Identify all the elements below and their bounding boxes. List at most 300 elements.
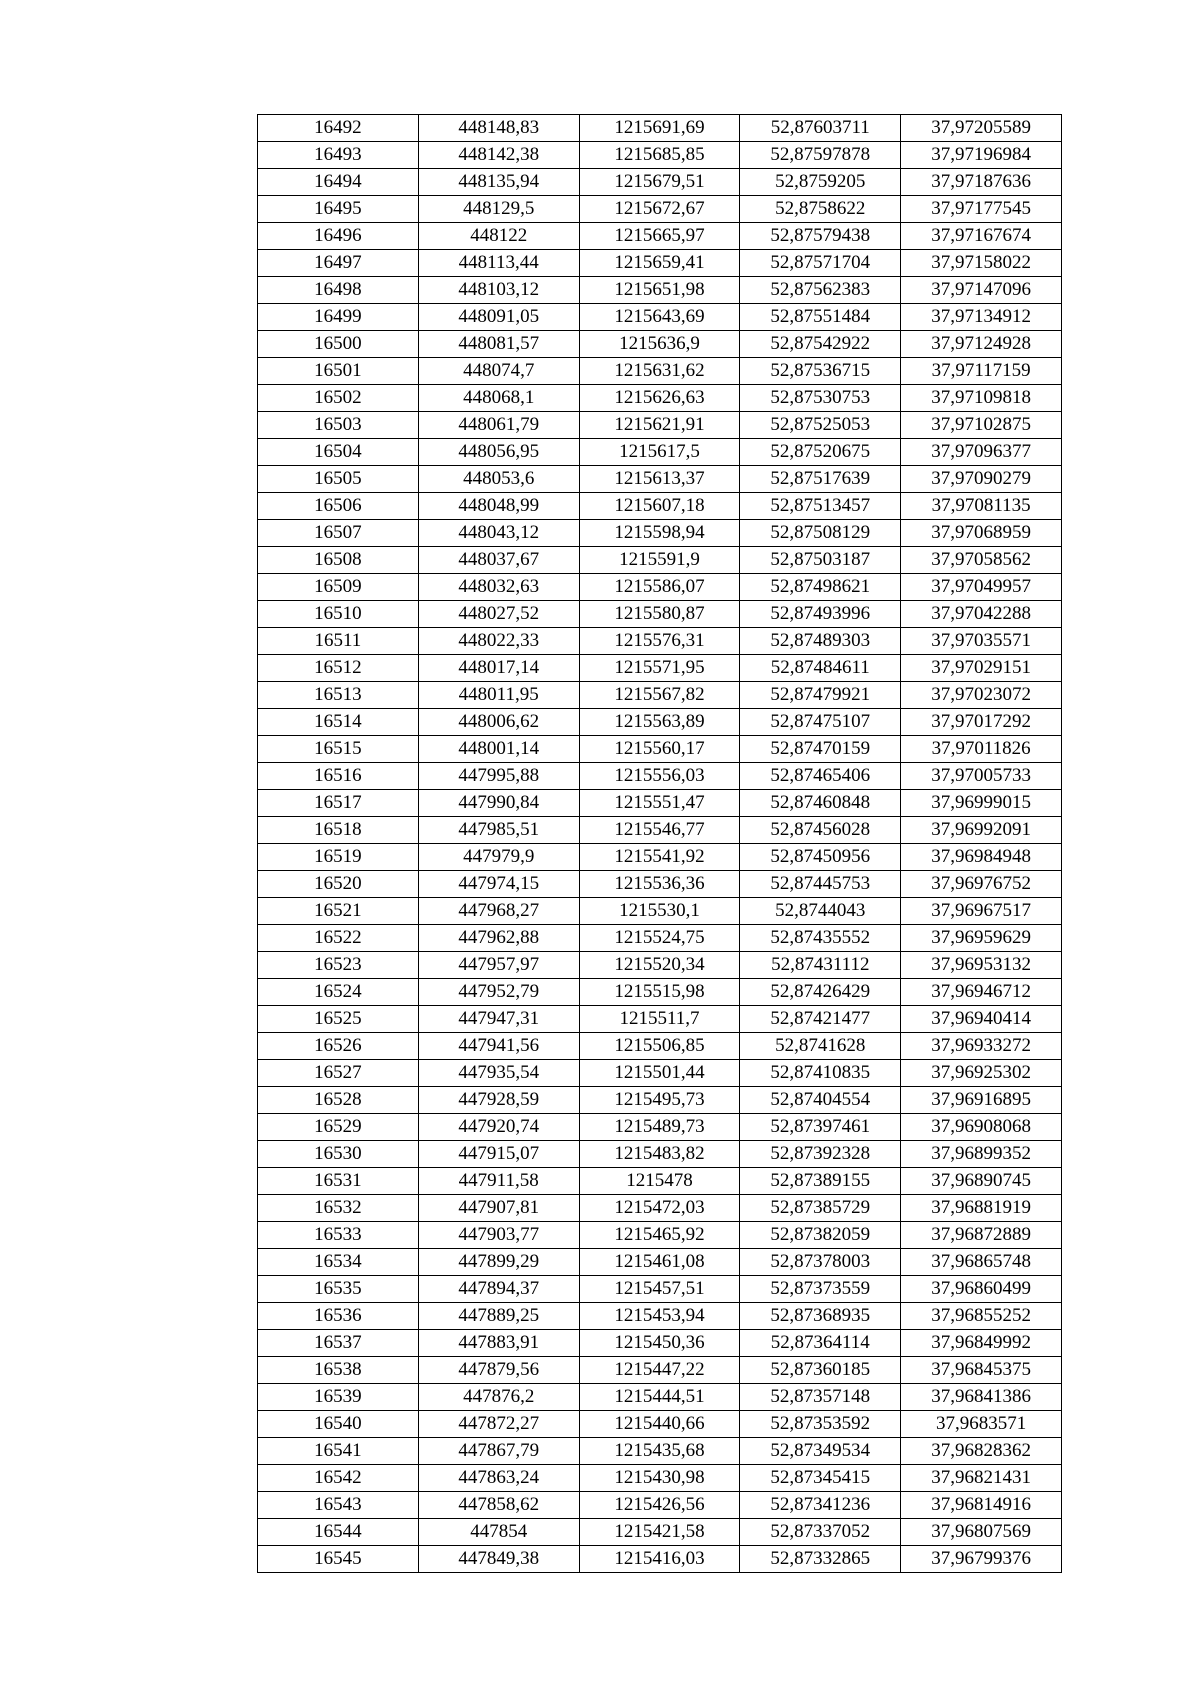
longitude-cell: 37,96821431 (901, 1465, 1062, 1492)
longitude-cell: 37,96841386 (901, 1384, 1062, 1411)
table-row (258, 1114, 1062, 1141)
latitude-cell: 52,87404554 (740, 1087, 901, 1114)
x-coordinate-cell: 447915,07 (418, 1141, 579, 1168)
latitude-cell: 52,87562383 (740, 277, 901, 304)
table-row (258, 1438, 1062, 1465)
latitude-cell: 52,87397461 (740, 1114, 901, 1141)
latitude-cell: 52,87517639 (740, 466, 901, 493)
point-number-cell: 16509 (258, 574, 419, 601)
latitude-cell: 52,87435552 (740, 925, 901, 952)
table-row (258, 952, 1062, 979)
x-coordinate-cell: 447889,25 (418, 1303, 579, 1330)
latitude-cell: 52,87364114 (740, 1330, 901, 1357)
point-number-cell: 16501 (258, 358, 419, 385)
point-number-cell: 16537 (258, 1330, 419, 1357)
y-coordinate-cell: 1215450,36 (579, 1330, 740, 1357)
latitude-cell: 52,87571704 (740, 250, 901, 277)
y-coordinate-cell: 1215563,89 (579, 709, 740, 736)
table-row (258, 763, 1062, 790)
y-coordinate-cell: 1215421,58 (579, 1519, 740, 1546)
latitude-cell: 52,87542922 (740, 331, 901, 358)
table-row (258, 844, 1062, 871)
point-number-cell: 16528 (258, 1087, 419, 1114)
point-number-cell: 16539 (258, 1384, 419, 1411)
table-row (258, 1168, 1062, 1195)
latitude-cell: 52,87353592 (740, 1411, 901, 1438)
latitude-cell: 52,87603711 (740, 115, 901, 142)
latitude-cell: 52,87465406 (740, 763, 901, 790)
y-coordinate-cell: 1215679,51 (579, 169, 740, 196)
table-row (258, 1357, 1062, 1384)
longitude-cell: 37,96872889 (901, 1222, 1062, 1249)
longitude-cell: 37,96881919 (901, 1195, 1062, 1222)
table-row (258, 223, 1062, 250)
point-number-cell: 16503 (258, 412, 419, 439)
x-coordinate-cell: 447854 (418, 1519, 579, 1546)
point-number-cell: 16512 (258, 655, 419, 682)
table-row (258, 1330, 1062, 1357)
y-coordinate-cell: 1215631,62 (579, 358, 740, 385)
y-coordinate-cell: 1215691,69 (579, 115, 740, 142)
y-coordinate-cell: 1215465,92 (579, 1222, 740, 1249)
latitude-cell: 52,87349534 (740, 1438, 901, 1465)
table-row (258, 655, 1062, 682)
point-number-cell: 16536 (258, 1303, 419, 1330)
x-coordinate-cell: 448061,79 (418, 412, 579, 439)
longitude-cell: 37,97102875 (901, 412, 1062, 439)
x-coordinate-cell: 448027,52 (418, 601, 579, 628)
latitude-cell: 52,87392328 (740, 1141, 901, 1168)
y-coordinate-cell: 1215567,82 (579, 682, 740, 709)
point-number-cell: 16518 (258, 817, 419, 844)
table-row (258, 925, 1062, 952)
longitude-cell: 37,96967517 (901, 898, 1062, 925)
x-coordinate-cell: 447990,84 (418, 790, 579, 817)
x-coordinate-cell: 447985,51 (418, 817, 579, 844)
point-number-cell: 16496 (258, 223, 419, 250)
table-row (258, 1222, 1062, 1249)
x-coordinate-cell: 447876,2 (418, 1384, 579, 1411)
y-coordinate-cell: 1215515,98 (579, 979, 740, 1006)
longitude-cell: 37,96984948 (901, 844, 1062, 871)
latitude-cell: 52,87337052 (740, 1519, 901, 1546)
table-row (258, 277, 1062, 304)
y-coordinate-cell: 1215659,41 (579, 250, 740, 277)
x-coordinate-cell: 447995,88 (418, 763, 579, 790)
table-row (258, 250, 1062, 277)
y-coordinate-cell: 1215591,9 (579, 547, 740, 574)
x-coordinate-cell: 448122 (418, 223, 579, 250)
y-coordinate-cell: 1215430,98 (579, 1465, 740, 1492)
y-coordinate-cell: 1215651,98 (579, 277, 740, 304)
x-coordinate-cell: 448091,05 (418, 304, 579, 331)
point-number-cell: 16497 (258, 250, 419, 277)
x-coordinate-cell: 447947,31 (418, 1006, 579, 1033)
longitude-cell: 37,96959629 (901, 925, 1062, 952)
longitude-cell: 37,97023072 (901, 682, 1062, 709)
point-number-cell: 16542 (258, 1465, 419, 1492)
y-coordinate-cell: 1215453,94 (579, 1303, 740, 1330)
table-row (258, 1141, 1062, 1168)
table-row (258, 520, 1062, 547)
table-row (258, 169, 1062, 196)
x-coordinate-cell: 448032,63 (418, 574, 579, 601)
point-number-cell: 16492 (258, 115, 419, 142)
y-coordinate-cell: 1215586,07 (579, 574, 740, 601)
x-coordinate-cell: 447899,29 (418, 1249, 579, 1276)
x-coordinate-cell: 447872,27 (418, 1411, 579, 1438)
point-number-cell: 16535 (258, 1276, 419, 1303)
latitude-cell: 52,87450956 (740, 844, 901, 871)
latitude-cell: 52,87385729 (740, 1195, 901, 1222)
point-number-cell: 16534 (258, 1249, 419, 1276)
x-coordinate-cell: 448043,12 (418, 520, 579, 547)
point-number-cell: 16500 (258, 331, 419, 358)
latitude-cell: 52,87489303 (740, 628, 901, 655)
latitude-cell: 52,87520675 (740, 439, 901, 466)
x-coordinate-cell: 448129,5 (418, 196, 579, 223)
latitude-cell: 52,87536715 (740, 358, 901, 385)
latitude-cell: 52,87345415 (740, 1465, 901, 1492)
longitude-cell: 37,96933272 (901, 1033, 1062, 1060)
point-number-cell: 16499 (258, 304, 419, 331)
point-number-cell: 16505 (258, 466, 419, 493)
point-number-cell: 16517 (258, 790, 419, 817)
table-row (258, 358, 1062, 385)
table-row (258, 196, 1062, 223)
point-number-cell: 16529 (258, 1114, 419, 1141)
y-coordinate-cell: 1215506,85 (579, 1033, 740, 1060)
table-row (258, 790, 1062, 817)
latitude-cell: 52,87597878 (740, 142, 901, 169)
longitude-cell: 37,97096377 (901, 439, 1062, 466)
y-coordinate-cell: 1215483,82 (579, 1141, 740, 1168)
y-coordinate-cell: 1215621,91 (579, 412, 740, 439)
y-coordinate-cell: 1215511,7 (579, 1006, 740, 1033)
table-row (258, 1006, 1062, 1033)
table-row (258, 1060, 1062, 1087)
y-coordinate-cell: 1215576,31 (579, 628, 740, 655)
x-coordinate-cell: 447858,62 (418, 1492, 579, 1519)
x-coordinate-cell: 448056,95 (418, 439, 579, 466)
longitude-cell: 37,9683571 (901, 1411, 1062, 1438)
x-coordinate-cell: 447957,97 (418, 952, 579, 979)
x-coordinate-cell: 447894,37 (418, 1276, 579, 1303)
longitude-cell: 37,97134912 (901, 304, 1062, 331)
y-coordinate-cell: 1215571,95 (579, 655, 740, 682)
y-coordinate-cell: 1215626,63 (579, 385, 740, 412)
longitude-cell: 37,97177545 (901, 196, 1062, 223)
longitude-cell: 37,97187636 (901, 169, 1062, 196)
y-coordinate-cell: 1215665,97 (579, 223, 740, 250)
longitude-cell: 37,97196984 (901, 142, 1062, 169)
point-number-cell: 16514 (258, 709, 419, 736)
x-coordinate-cell: 447863,24 (418, 1465, 579, 1492)
y-coordinate-cell: 1215472,03 (579, 1195, 740, 1222)
longitude-cell: 37,97058562 (901, 547, 1062, 574)
longitude-cell: 37,97029151 (901, 655, 1062, 682)
x-coordinate-cell: 448017,14 (418, 655, 579, 682)
table-row (258, 493, 1062, 520)
latitude-cell: 52,87421477 (740, 1006, 901, 1033)
y-coordinate-cell: 1215672,67 (579, 196, 740, 223)
point-number-cell: 16545 (258, 1546, 419, 1573)
longitude-cell: 37,97167674 (901, 223, 1062, 250)
latitude-cell: 52,87530753 (740, 385, 901, 412)
x-coordinate-cell: 448081,57 (418, 331, 579, 358)
x-coordinate-cell: 447911,58 (418, 1168, 579, 1195)
longitude-cell: 37,96908068 (901, 1114, 1062, 1141)
x-coordinate-cell: 447941,56 (418, 1033, 579, 1060)
y-coordinate-cell: 1215546,77 (579, 817, 740, 844)
y-coordinate-cell: 1215636,9 (579, 331, 740, 358)
table-row (258, 466, 1062, 493)
y-coordinate-cell: 1215556,03 (579, 763, 740, 790)
latitude-cell: 52,87382059 (740, 1222, 901, 1249)
point-number-cell: 16495 (258, 196, 419, 223)
table-row (258, 898, 1062, 925)
x-coordinate-cell: 448037,67 (418, 547, 579, 574)
table-row (258, 385, 1062, 412)
longitude-cell: 37,96828362 (901, 1438, 1062, 1465)
latitude-cell: 52,87378003 (740, 1249, 901, 1276)
point-number-cell: 16516 (258, 763, 419, 790)
longitude-cell: 37,97011826 (901, 736, 1062, 763)
point-number-cell: 16524 (258, 979, 419, 1006)
x-coordinate-cell: 448048,99 (418, 493, 579, 520)
point-number-cell: 16498 (258, 277, 419, 304)
point-number-cell: 16494 (258, 169, 419, 196)
longitude-cell: 37,96953132 (901, 952, 1062, 979)
latitude-cell: 52,87357148 (740, 1384, 901, 1411)
x-coordinate-cell: 447928,59 (418, 1087, 579, 1114)
longitude-cell: 37,96899352 (901, 1141, 1062, 1168)
longitude-cell: 37,97068959 (901, 520, 1062, 547)
longitude-cell: 37,96946712 (901, 979, 1062, 1006)
table-row (258, 1249, 1062, 1276)
x-coordinate-cell: 448103,12 (418, 277, 579, 304)
point-number-cell: 16532 (258, 1195, 419, 1222)
longitude-cell: 37,96890745 (901, 1168, 1062, 1195)
x-coordinate-cell: 448022,33 (418, 628, 579, 655)
table-row (258, 1033, 1062, 1060)
point-number-cell: 16502 (258, 385, 419, 412)
longitude-cell: 37,97109818 (901, 385, 1062, 412)
y-coordinate-cell: 1215426,56 (579, 1492, 740, 1519)
x-coordinate-cell: 448011,95 (418, 682, 579, 709)
point-number-cell: 16523 (258, 952, 419, 979)
x-coordinate-cell: 448142,38 (418, 142, 579, 169)
longitude-cell: 37,96999015 (901, 790, 1062, 817)
point-number-cell: 16540 (258, 1411, 419, 1438)
table-row (258, 601, 1062, 628)
latitude-cell: 52,87410835 (740, 1060, 901, 1087)
y-coordinate-cell: 1215541,92 (579, 844, 740, 871)
x-coordinate-cell: 447903,77 (418, 1222, 579, 1249)
longitude-cell: 37,97042288 (901, 601, 1062, 628)
y-coordinate-cell: 1215551,47 (579, 790, 740, 817)
table-row (258, 1465, 1062, 1492)
latitude-cell: 52,8744043 (740, 898, 901, 925)
y-coordinate-cell: 1215501,44 (579, 1060, 740, 1087)
latitude-cell: 52,87470159 (740, 736, 901, 763)
x-coordinate-cell: 447920,74 (418, 1114, 579, 1141)
table-row (258, 709, 1062, 736)
longitude-cell: 37,96799376 (901, 1546, 1062, 1573)
table-row (258, 1411, 1062, 1438)
point-number-cell: 16508 (258, 547, 419, 574)
point-number-cell: 16530 (258, 1141, 419, 1168)
table-row (258, 682, 1062, 709)
point-number-cell: 16526 (258, 1033, 419, 1060)
point-number-cell: 16527 (258, 1060, 419, 1087)
y-coordinate-cell: 1215580,87 (579, 601, 740, 628)
longitude-cell: 37,97081135 (901, 493, 1062, 520)
latitude-cell: 52,87513457 (740, 493, 901, 520)
table-row (258, 331, 1062, 358)
point-number-cell: 16513 (258, 682, 419, 709)
longitude-cell: 37,97090279 (901, 466, 1062, 493)
table-row (258, 817, 1062, 844)
point-number-cell: 16541 (258, 1438, 419, 1465)
point-number-cell: 16511 (258, 628, 419, 655)
longitude-cell: 37,96860499 (901, 1276, 1062, 1303)
longitude-cell: 37,97049957 (901, 574, 1062, 601)
latitude-cell: 52,87360185 (740, 1357, 901, 1384)
x-coordinate-cell: 447879,56 (418, 1357, 579, 1384)
latitude-cell: 52,87493996 (740, 601, 901, 628)
x-coordinate-cell: 448068,1 (418, 385, 579, 412)
latitude-cell: 52,87368935 (740, 1303, 901, 1330)
y-coordinate-cell: 1215416,03 (579, 1546, 740, 1573)
y-coordinate-cell: 1215461,08 (579, 1249, 740, 1276)
y-coordinate-cell: 1215435,68 (579, 1438, 740, 1465)
y-coordinate-cell: 1215489,73 (579, 1114, 740, 1141)
latitude-cell: 52,87426429 (740, 979, 901, 1006)
latitude-cell: 52,8759205 (740, 169, 901, 196)
point-number-cell: 16543 (258, 1492, 419, 1519)
y-coordinate-cell: 1215613,37 (579, 466, 740, 493)
table-row (258, 1519, 1062, 1546)
table-row (258, 1276, 1062, 1303)
table-row (258, 1303, 1062, 1330)
table-row (258, 1195, 1062, 1222)
longitude-cell: 37,97205589 (901, 115, 1062, 142)
latitude-cell: 52,87373559 (740, 1276, 901, 1303)
table-row (258, 628, 1062, 655)
longitude-cell: 37,96865748 (901, 1249, 1062, 1276)
y-coordinate-cell: 1215447,22 (579, 1357, 740, 1384)
latitude-cell: 52,8741628 (740, 1033, 901, 1060)
point-number-cell: 16520 (258, 871, 419, 898)
latitude-cell: 52,87525053 (740, 412, 901, 439)
table-row (258, 574, 1062, 601)
longitude-cell: 37,96845375 (901, 1357, 1062, 1384)
longitude-cell: 37,97124928 (901, 331, 1062, 358)
point-number-cell: 16525 (258, 1006, 419, 1033)
latitude-cell: 52,87498621 (740, 574, 901, 601)
x-coordinate-cell: 448053,6 (418, 466, 579, 493)
latitude-cell: 52,87445753 (740, 871, 901, 898)
point-number-cell: 16506 (258, 493, 419, 520)
table-row (258, 1492, 1062, 1519)
table-row (258, 1087, 1062, 1114)
point-number-cell: 16519 (258, 844, 419, 871)
latitude-cell: 52,87389155 (740, 1168, 901, 1195)
longitude-cell: 37,96925302 (901, 1060, 1062, 1087)
longitude-cell: 37,96976752 (901, 871, 1062, 898)
y-coordinate-cell: 1215530,1 (579, 898, 740, 925)
y-coordinate-cell: 1215643,69 (579, 304, 740, 331)
longitude-cell: 37,96849992 (901, 1330, 1062, 1357)
latitude-cell: 52,87431112 (740, 952, 901, 979)
table-row (258, 1384, 1062, 1411)
table-row (258, 736, 1062, 763)
point-number-cell: 16507 (258, 520, 419, 547)
latitude-cell: 52,87332865 (740, 1546, 901, 1573)
table-row (258, 412, 1062, 439)
latitude-cell: 52,87579438 (740, 223, 901, 250)
latitude-cell: 52,87479921 (740, 682, 901, 709)
latitude-cell: 52,87551484 (740, 304, 901, 331)
latitude-cell: 52,87503187 (740, 547, 901, 574)
x-coordinate-cell: 448113,44 (418, 250, 579, 277)
longitude-cell: 37,97147096 (901, 277, 1062, 304)
x-coordinate-cell: 447968,27 (418, 898, 579, 925)
table-row (258, 142, 1062, 169)
table-row (258, 871, 1062, 898)
x-coordinate-cell: 447883,91 (418, 1330, 579, 1357)
y-coordinate-cell: 1215440,66 (579, 1411, 740, 1438)
point-number-cell: 16515 (258, 736, 419, 763)
point-number-cell: 16544 (258, 1519, 419, 1546)
latitude-cell: 52,87341236 (740, 1492, 901, 1519)
y-coordinate-cell: 1215685,85 (579, 142, 740, 169)
point-number-cell: 16538 (258, 1357, 419, 1384)
latitude-cell: 52,8758622 (740, 196, 901, 223)
y-coordinate-cell: 1215457,51 (579, 1276, 740, 1303)
latitude-cell: 52,87508129 (740, 520, 901, 547)
x-coordinate-cell: 448074,7 (418, 358, 579, 385)
x-coordinate-cell: 448001,14 (418, 736, 579, 763)
longitude-cell: 37,97035571 (901, 628, 1062, 655)
point-number-cell: 16531 (258, 1168, 419, 1195)
x-coordinate-cell: 447849,38 (418, 1546, 579, 1573)
coordinates-table-body (258, 115, 1062, 1573)
y-coordinate-cell: 1215536,36 (579, 871, 740, 898)
longitude-cell: 37,96992091 (901, 817, 1062, 844)
table-row (258, 1546, 1062, 1573)
y-coordinate-cell: 1215478 (579, 1168, 740, 1195)
y-coordinate-cell: 1215495,73 (579, 1087, 740, 1114)
x-coordinate-cell: 448135,94 (418, 169, 579, 196)
latitude-cell: 52,87460848 (740, 790, 901, 817)
y-coordinate-cell: 1215524,75 (579, 925, 740, 952)
longitude-cell: 37,97005733 (901, 763, 1062, 790)
longitude-cell: 37,96855252 (901, 1303, 1062, 1330)
point-number-cell: 16504 (258, 439, 419, 466)
longitude-cell: 37,96940414 (901, 1006, 1062, 1033)
longitude-cell: 37,97117159 (901, 358, 1062, 385)
y-coordinate-cell: 1215617,5 (579, 439, 740, 466)
x-coordinate-cell: 448148,83 (418, 115, 579, 142)
point-number-cell: 16533 (258, 1222, 419, 1249)
table-row (258, 115, 1062, 142)
table-row (258, 547, 1062, 574)
table-row (258, 979, 1062, 1006)
coordinates-table (257, 114, 1062, 1573)
longitude-cell: 37,97017292 (901, 709, 1062, 736)
